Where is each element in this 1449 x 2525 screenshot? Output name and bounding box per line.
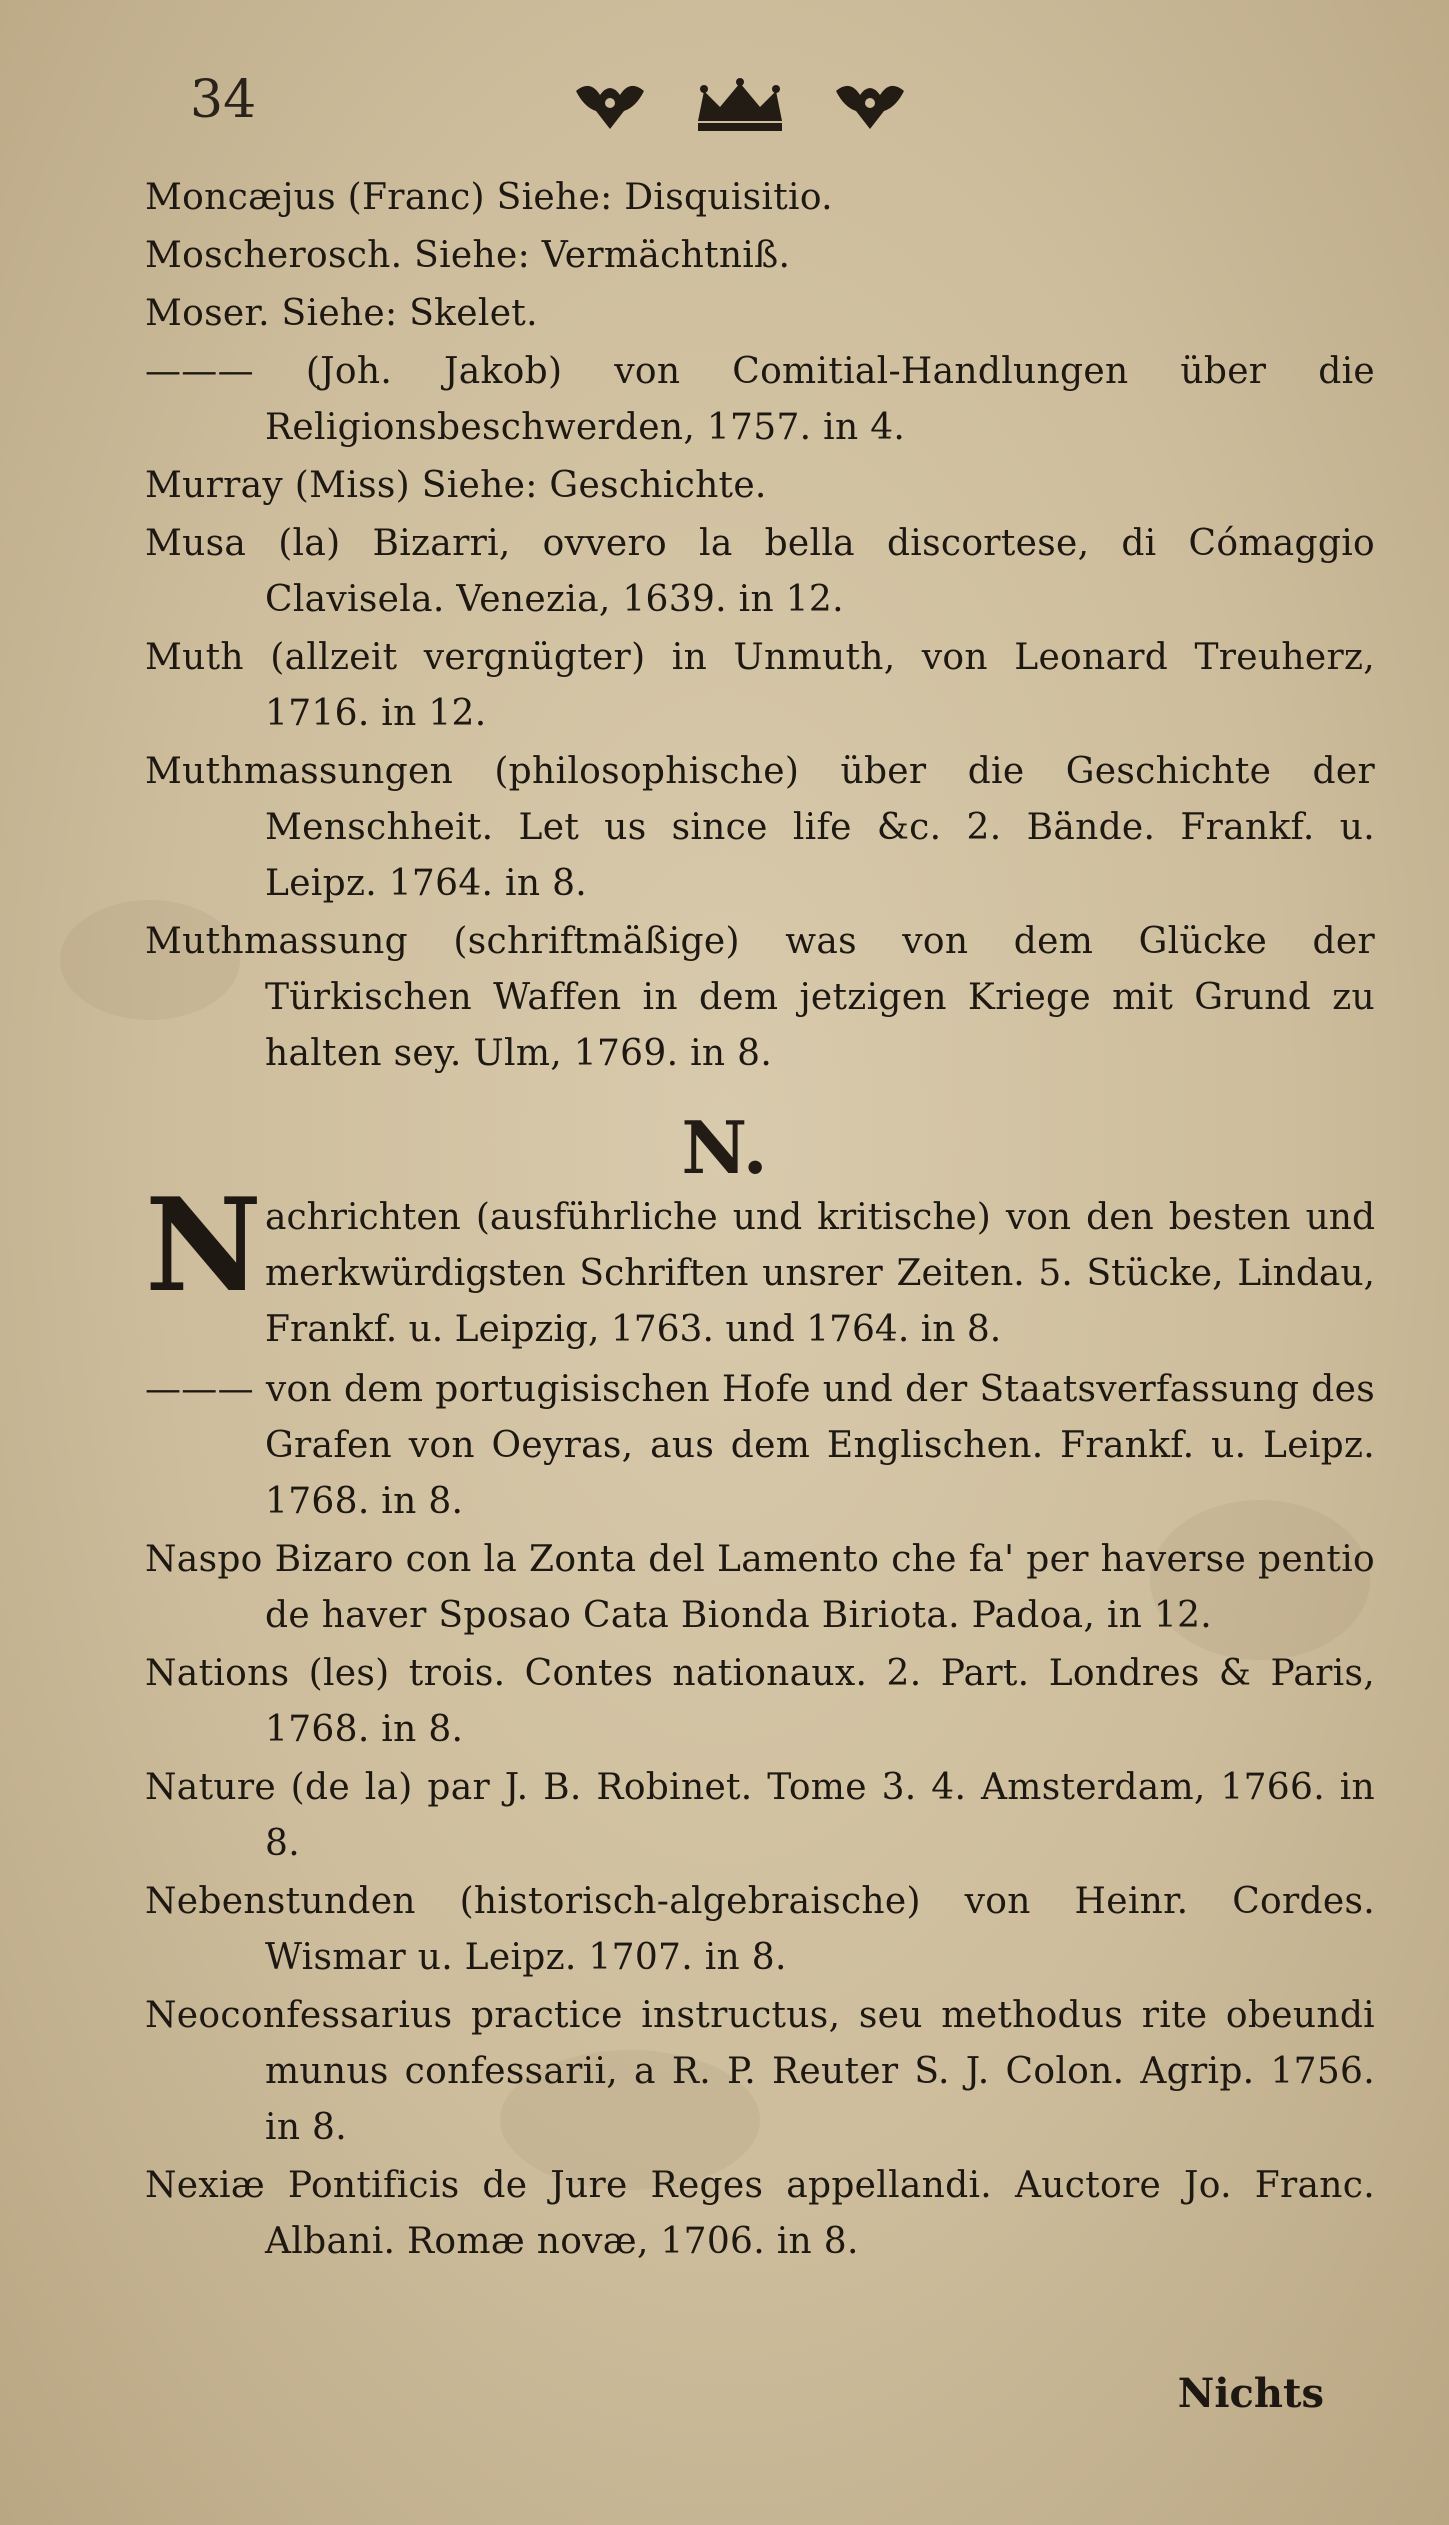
entries-n — [145, 1171, 1375, 2272]
fleuron-right-icon — [830, 77, 910, 137]
entry: Murray (Miss) Siehe: Geschichte. — [145, 465, 767, 506]
entry: Muthmassungen (philosophische) über die Geschichte der Menschheit. Let us since life &c. 2. Bände. Frankf. u. Leipz. 1764. in 8. — [145, 751, 1375, 904]
entry: Nations (les) trois. Contes nationaux. 2. Part. Londres & Paris, 1768. in 8. — [145, 1653, 1375, 1750]
entry: Nexiæ Pontificis de Jure Reges appellandi. Auctore Jo. Franc. Albani. Romæ novæ, 1706. in 8. — [145, 2165, 1375, 2262]
entry: Nature (de la) par J. B. Robinet. Tome 3. 4. Amsterdam, 1766. in 8. — [145, 1767, 1375, 1864]
entry: Muthmassung (schriftmäßige) was von dem Glücke der Türkischen Waffen in dem jetzigen Kriege mit Grund zu halten sey. Ulm, 1769. in 8. — [145, 921, 1375, 1074]
catchword: Nichts — [1177, 2370, 1324, 2417]
drop-cap: N — [145, 1171, 262, 1321]
entry: ——— (Joh. Jakob) von Comitial-Handlungen über die Religionsbeschwerden, 1757. in 4. — [145, 351, 1375, 448]
entry: Moscherosch. Siehe: Vermächtniß. — [145, 235, 791, 276]
first-entry — [145, 1171, 1375, 1358]
page-number: 34 — [190, 70, 257, 130]
entry: Neoconfessarius practice instructus, seu methodus rite obeundi munus confessarii, a R. P. Reuter S. J. Colon. Agrip. 1756. in 8. — [145, 1995, 1375, 2148]
page-header — [180, 62, 1280, 152]
entry: Moncæjus (Franc) Siehe: Disquisitio. — [145, 177, 833, 218]
entry: Moser. Siehe: Skelet. — [145, 293, 538, 334]
entry: Musa (la) Bizarri, ovvero la bella discortese, di Cómaggio Clavisela. Venezia, 1639. in 12. — [145, 523, 1375, 620]
entry: Nebenstunden (historisch-algebraische) von Heinr. Cordes. Wismar u. Leipz. 1707. in 8. — [145, 1881, 1375, 1978]
entry: Muth (allzeit vergnügter) in Unmuth, von Leonard Treuherz, 1716. in 12. — [145, 637, 1375, 734]
entry: ——— von dem portugisischen Hofe und der Staatsverfassung des Grafen von Oeyras, aus dem Englischen. Frankf. u. Leipz. 1768. in 8. — [145, 1369, 1375, 1522]
entries-m — [145, 170, 1375, 1084]
fleuron-left-icon — [570, 77, 650, 137]
header-ornaments — [570, 62, 910, 152]
section-heading: N. — [681, 1105, 768, 1190]
entry: Naspo Bizaro con la Zonta del Lamento che fa' per haverse pentio de haver Sposao Cata Bionda Biriota. Padoa, in 12. — [145, 1539, 1375, 1636]
crown-icon — [690, 77, 790, 137]
entry-text: achrichten (ausführliche und kritische) von den besten und merkwürdigsten Schriften unsrer Zeiten. 5. Stücke, Lindau, Frankf. u. Leipzig, 1763. und 1764. in 8. — [265, 1197, 1375, 1350]
